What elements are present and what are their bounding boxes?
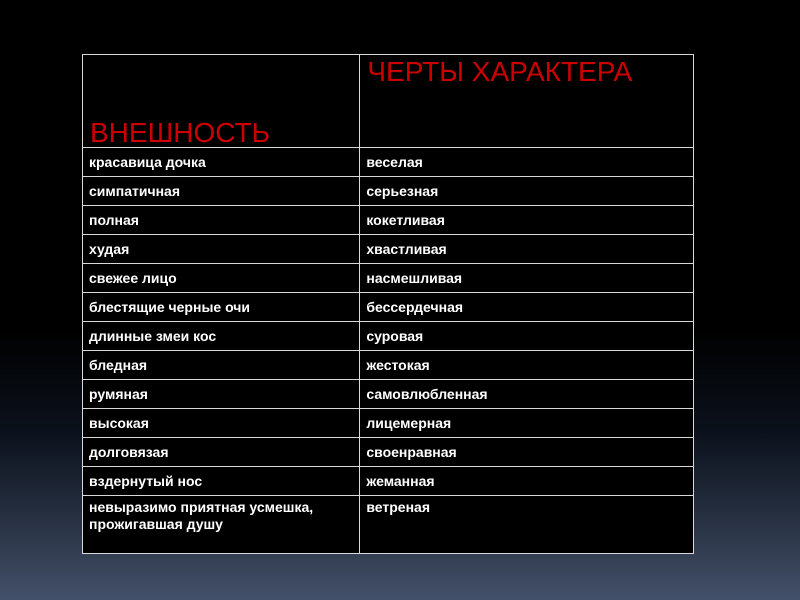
table-row [83, 409, 694, 438]
table-row [83, 264, 694, 293]
character-cell: самовлюбленная [360, 380, 694, 409]
header-character-traits: ЧЕРТЫ ХАРАКТЕРА [360, 55, 694, 148]
character-cell: своенравная [360, 438, 694, 467]
character-cell: кокетливая [360, 206, 694, 235]
appearance-cell: симпатичная [83, 177, 360, 206]
appearance-cell: долговязая [83, 438, 360, 467]
appearance-cell: вздернутый нос [83, 467, 360, 496]
character-cell: жеманная [360, 467, 694, 496]
appearance-cell: румяная [83, 380, 360, 409]
table-row [83, 438, 694, 467]
table-row [83, 351, 694, 380]
character-cell: хвастливая [360, 235, 694, 264]
appearance-cell: длинные змеи кос [83, 322, 360, 351]
table-row [83, 322, 694, 351]
traits-table [82, 54, 694, 554]
character-cell: ветреная [360, 496, 694, 554]
appearance-cell: блестящие черные очи [83, 293, 360, 322]
table-row [83, 206, 694, 235]
appearance-cell: бледная [83, 351, 360, 380]
table-row [83, 235, 694, 264]
table-row [83, 496, 694, 554]
table-row [83, 293, 694, 322]
character-cell: жестокая [360, 351, 694, 380]
appearance-cell: худая [83, 235, 360, 264]
character-cell: веселая [360, 148, 694, 177]
character-cell: лицемерная [360, 409, 694, 438]
table-row [83, 148, 694, 177]
character-cell: бессердечная [360, 293, 694, 322]
table-header-row [83, 55, 694, 148]
character-cell: насмешливая [360, 264, 694, 293]
character-cell: серьезная [360, 177, 694, 206]
appearance-cell: невыразимо приятная усмешка, прожигавшая душу [83, 496, 360, 554]
character-cell: суровая [360, 322, 694, 351]
table-row [83, 467, 694, 496]
appearance-cell: полная [83, 206, 360, 235]
appearance-cell: свежее лицо [83, 264, 360, 293]
appearance-cell: высокая [83, 409, 360, 438]
appearance-cell: красавица дочка [83, 148, 360, 177]
header-appearance: ВНЕШНОСТЬ [83, 55, 360, 148]
table-row [83, 380, 694, 409]
table-row [83, 177, 694, 206]
